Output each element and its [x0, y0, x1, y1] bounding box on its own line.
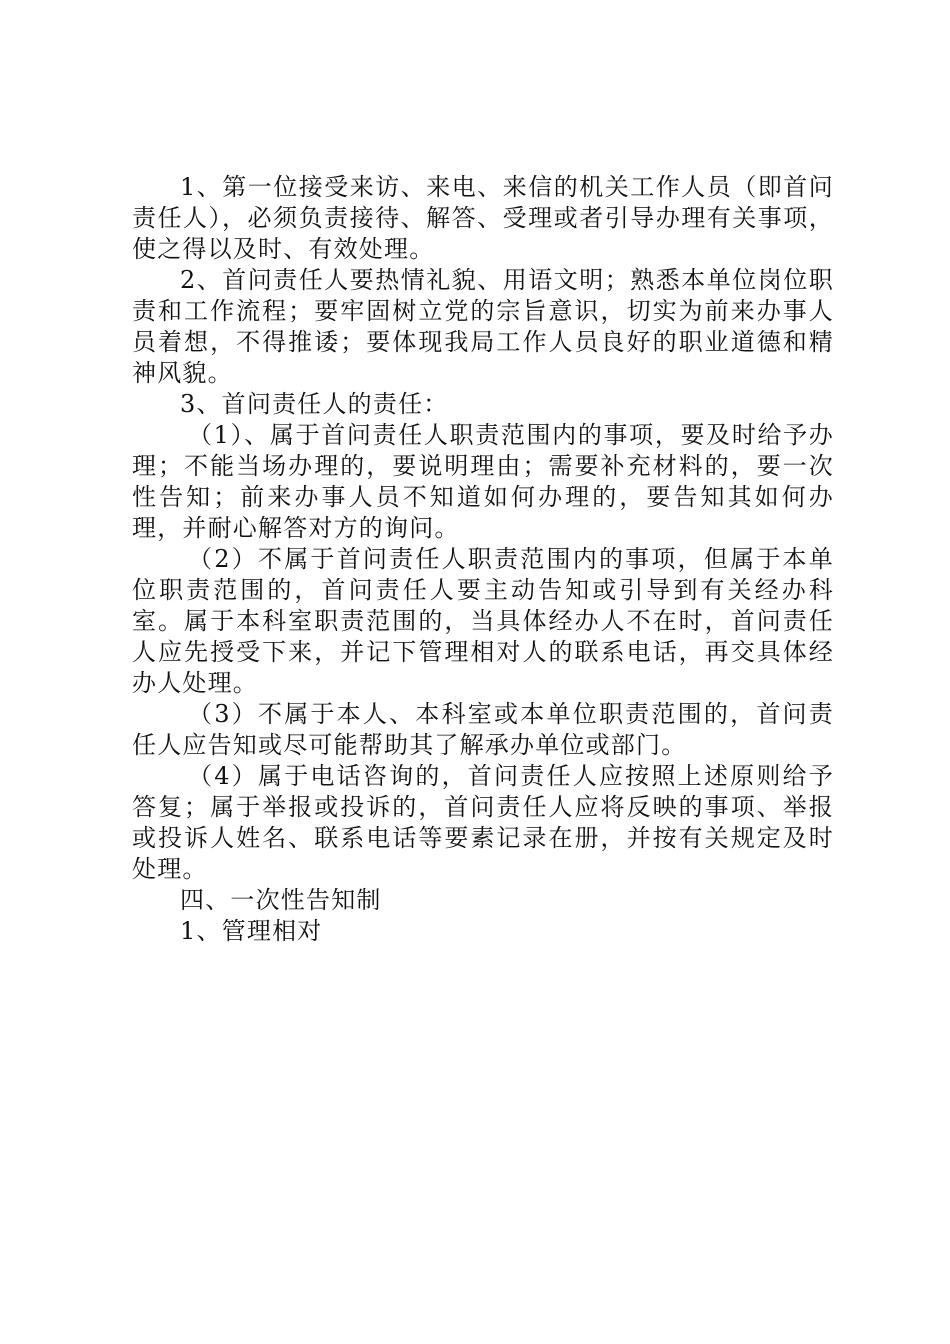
section-heading-notification: 四、一次性告知制	[180, 886, 382, 914]
paragraph-notification-1: 1、管理相对	[180, 917, 323, 945]
paragraph-item-4: （4）属于电话咨询的，首问责任人应按照上述原则给予答复；属于举报或投诉的，首问责任人应将反映的事项、举报或投诉人姓名、联系电话等要素记录在册，并按有关规定及时处理。	[132, 762, 834, 883]
paragraph-courtesy: 2、首问责任人要热情礼貌、用语文明；熟悉本单位岗位职责和工作流程；要牢固树立党的宗旨意识，切实为前来办事人员着想，不得推诿；要体现我局工作人员良好的职业道德和精神风貌。	[132, 266, 834, 387]
document-body	[132, 172, 834, 947]
paragraph-item-1: （1）、属于首问责任人职责范围内的事项，要及时给予办理；不能当场办理的，要说明理由；需要补充材料的，要一次性告知；前来办事人员不知道如何办理的，要告知其如何办理，并耐心解答对方的询问。	[132, 421, 834, 542]
paragraph-responsibility-heading: 3、首问责任人的责任：	[180, 390, 449, 418]
paragraph-item-3: （3）不属于本人、本科室或本单位职责范围的，首问责任人应告知或尽可能帮助其了解承办单位或部门。	[132, 700, 834, 759]
paragraph-item-2: （2）不属于首问责任人职责范围内的事项，但属于本单位职责范围的，首问责任人要主动告知或引导到有关经办科室。属于本科室职责范围的，当具体经办人不在时，首问责任人应先授受下来，并记下管理相对人的联系电话，再交具体经办人处理。	[132, 545, 834, 697]
paragraph-first-contact: 1、第一位接受来访、来电、来信的机关工作人员（即首问责任人），必须负责接待、解答、受理或者引导办理有关事项，使之得以及时、有效处理。	[132, 173, 834, 263]
